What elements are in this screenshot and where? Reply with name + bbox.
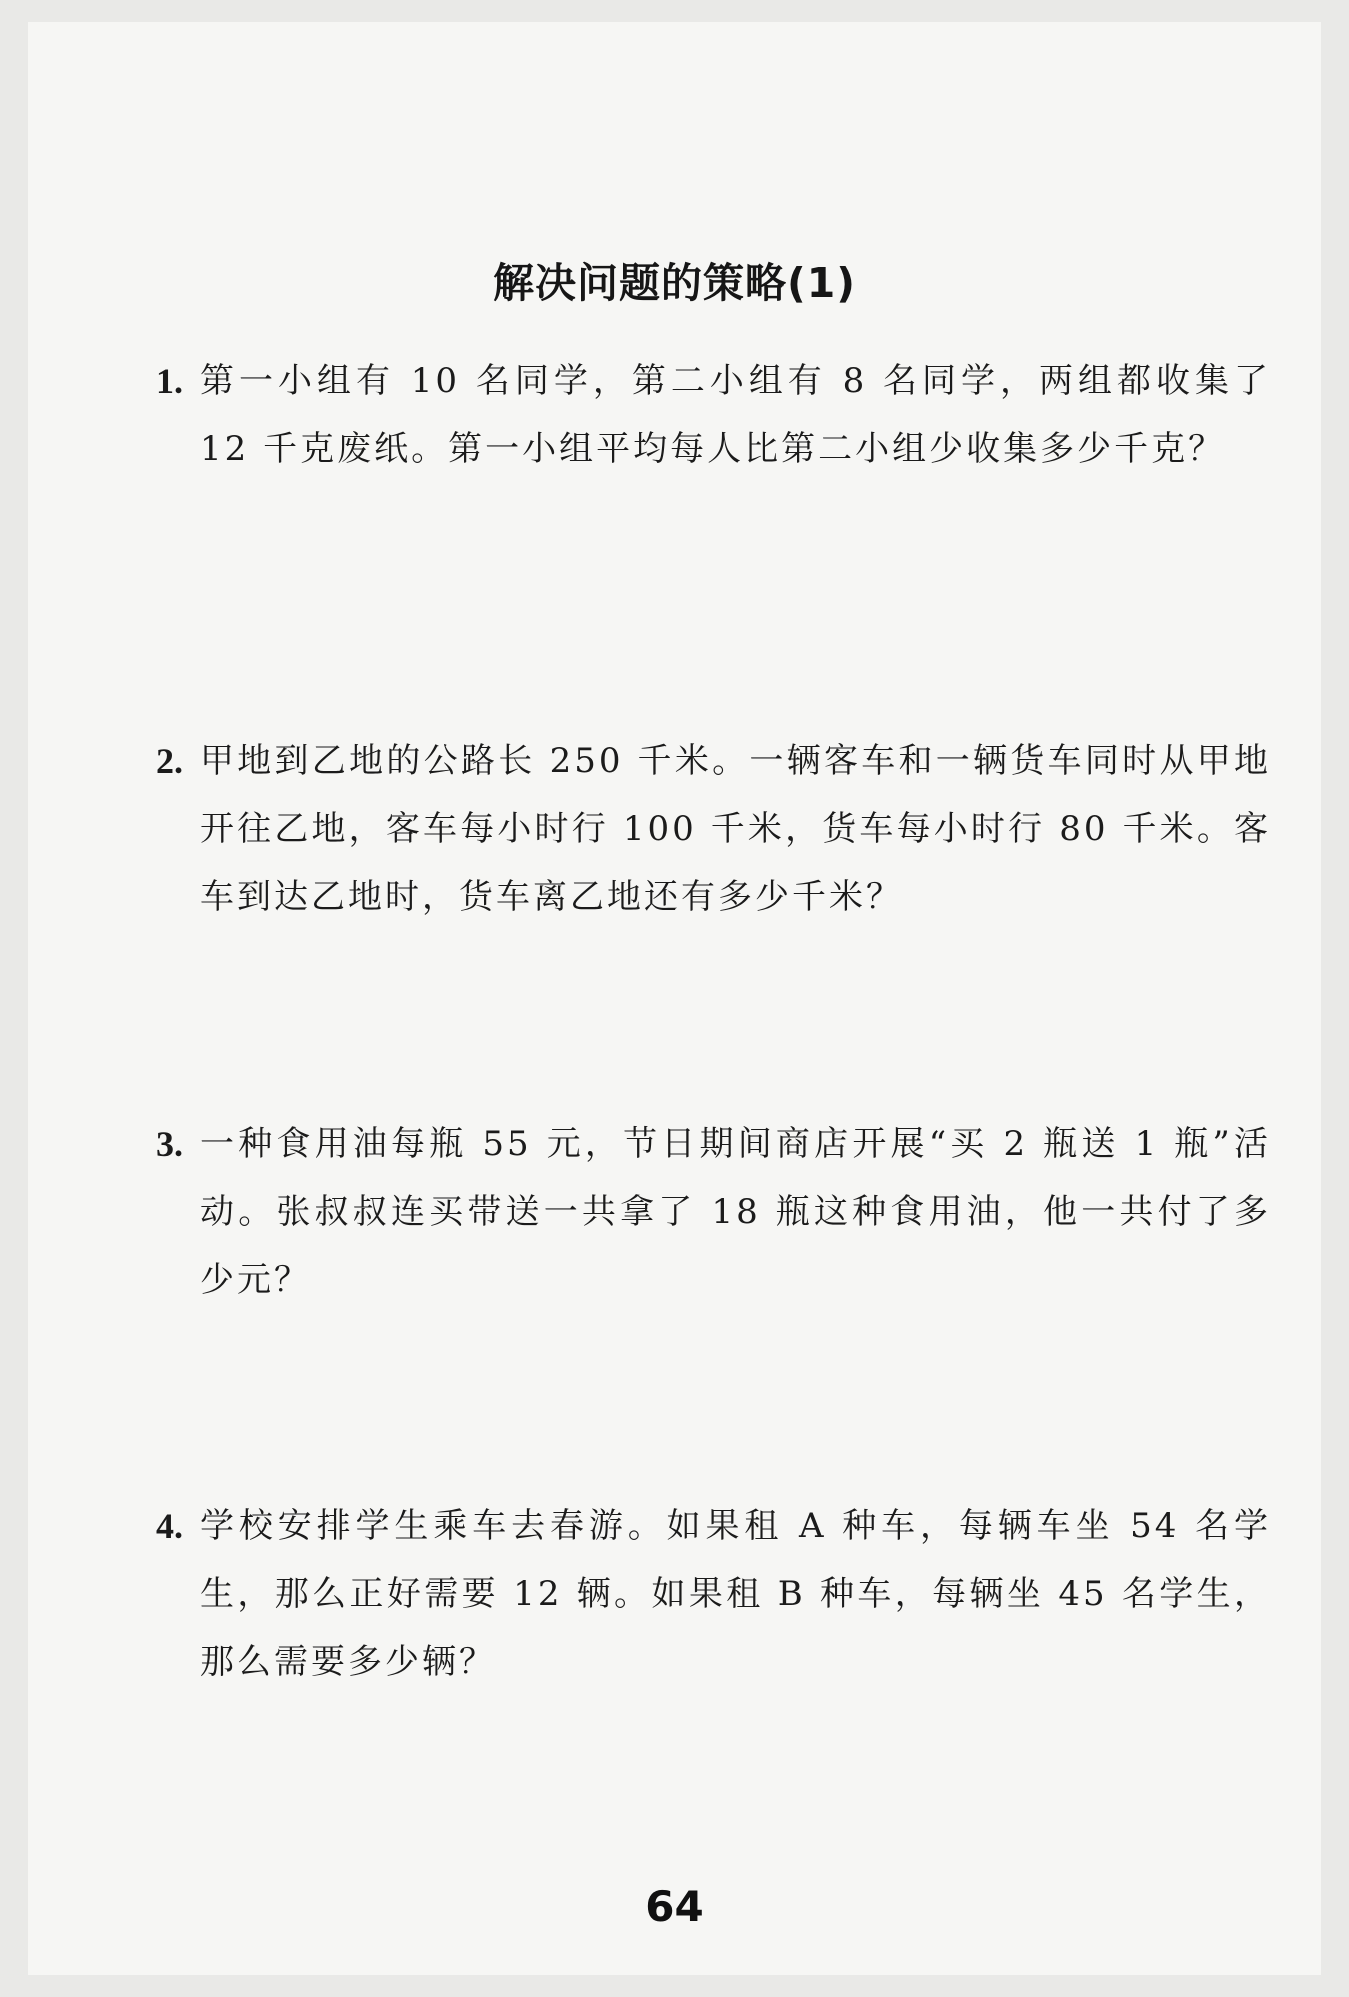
problem-number: 4. [156,1506,183,1546]
problem-text: 一种食用油每瓶 55 元，节日期间商店开展“买 2 瓶送 1 瓶”活动。张叔叔连买带送一共拿了 18 瓶这种食用油，他一共付了多少元？ [200,1124,1271,1300]
problem-1 [156,347,1271,483]
problem-2 [156,727,1271,931]
problem-number: 3. [156,1124,183,1164]
worksheet-page [28,22,1321,1975]
problem-number: 2. [156,741,183,781]
problem-text: 第一小组有 10 名同学，第二小组有 8 名同学，两组都收集了 12 千克废纸。第一小组平均每人比第二小组少收集多少千克？ [200,361,1271,469]
problem-3 [156,1110,1271,1314]
problem-text: 学校安排学生乘车去春游。如果租 A 种车，每辆车坐 54 名学生，那么正好需要 12 辆。如果租 B 种车，每辆坐 45 名学生，那么需要多少辆？ [200,1506,1271,1682]
page-number: 64 [645,1882,704,1931]
problem-4 [156,1492,1271,1696]
problem-text: 甲地到乙地的公路长 250 千米。一辆客车和一辆货车同时从甲地开往乙地，客车每小时行 100 千米，货车每小时行 80 千米。客车到达乙地时，货车离乙地还有多少千米？ [200,741,1271,917]
page-title: 解决问题的策略(1) [492,259,856,307]
problem-number: 1. [156,361,183,401]
